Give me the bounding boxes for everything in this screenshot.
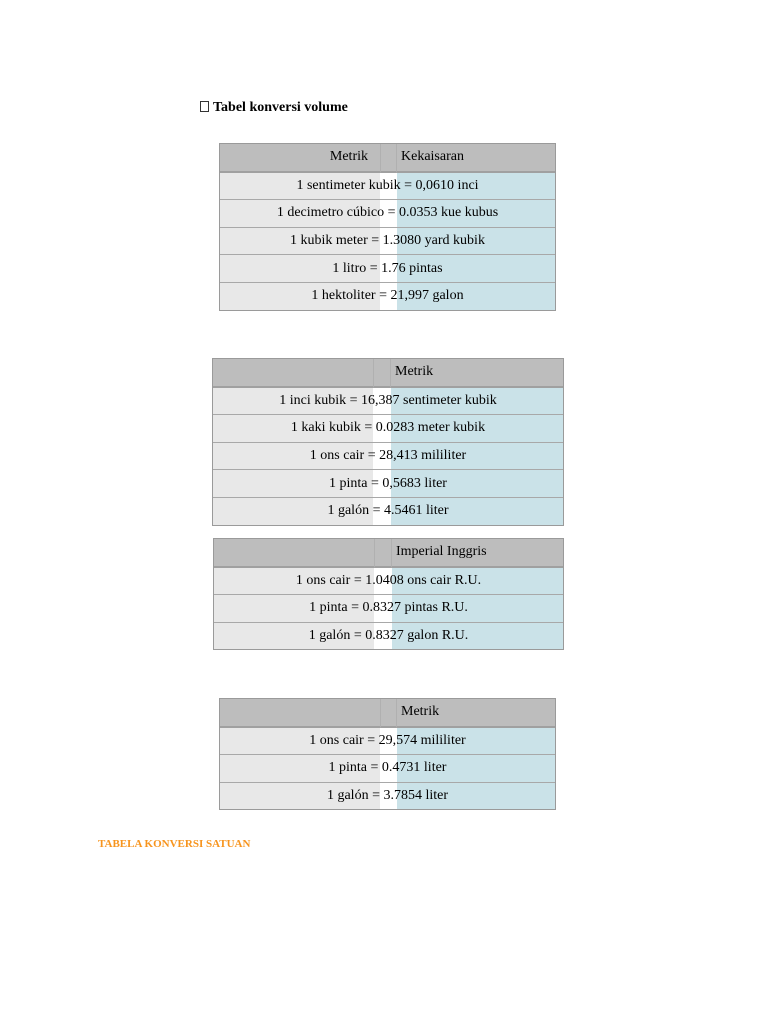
row-text: 1 decimetro cúbico = 0.0353 kue kubus [220,200,555,228]
row-text: 1 galón = 3.7854 liter [220,783,555,810]
row-text: 1 galón = 0.8327 galon R.U. [214,623,563,650]
table-row [213,470,563,498]
header-left [214,539,374,568]
table-row [220,255,555,283]
footer-link-konversi[interactable]: TABELA KONVERSI SATUAN [98,838,251,850]
header-left [213,359,373,388]
row-text: 1 kaki kubik = 0.0283 meter kubik [213,415,563,443]
table-row [213,443,563,471]
row-text: 1 galón = 4.5461 liter [213,498,563,525]
table-row [213,415,563,443]
table-row [214,595,563,623]
header-left [220,699,380,728]
table-row [220,783,555,810]
conversion-table-2 [212,358,564,526]
header-right: Kekaisaran [397,144,555,173]
row-text: 1 kubik meter = 1.3080 yard kubik [220,228,555,256]
conversion-table-4 [219,698,556,810]
header-right: Metrik [397,699,555,728]
row-text: 1 inci kubik = 16,387 sentimeter kubik [213,388,563,416]
row-text: 1 pinta = 0,5683 liter [213,470,563,498]
row-text: 1 sentimeter kubik = 0,0610 inci [220,173,555,201]
row-text: 1 ons cair = 28,413 mililiter [213,443,563,471]
row-text: 1 pinta = 0.8327 pintas R.U. [214,595,563,623]
table-header-row [220,699,555,728]
table-row [220,200,555,228]
table-row [220,728,555,756]
table-header-row [214,539,563,568]
table-row [220,173,555,201]
conversion-table-1 [219,143,556,311]
table-header-row [213,359,563,388]
table-row [220,283,555,310]
table-row [213,388,563,416]
table-row [213,498,563,525]
page-title: Tabel konversi volume [213,100,348,115]
table-row [220,755,555,783]
table-row [214,623,563,650]
header-right: Imperial Inggris [392,539,563,568]
table-header-row [220,144,555,173]
row-text: 1 litro = 1.76 pintas [220,255,555,283]
row-text: 1 ons cair = 29,574 mililiter [220,728,555,756]
table-row [220,228,555,256]
row-text: 1 ons cair = 1.0408 ons cair R.U. [214,568,563,596]
missing-glyph-icon [200,101,209,112]
page-heading [200,100,348,116]
header-right: Metrik [391,359,563,388]
row-text: 1 pinta = 0.4731 liter [220,755,555,783]
header-left: Metrik [220,144,380,173]
conversion-table-3 [213,538,564,650]
table-row [214,568,563,596]
row-text: 1 hektoliter = 21,997 galon [220,283,555,310]
